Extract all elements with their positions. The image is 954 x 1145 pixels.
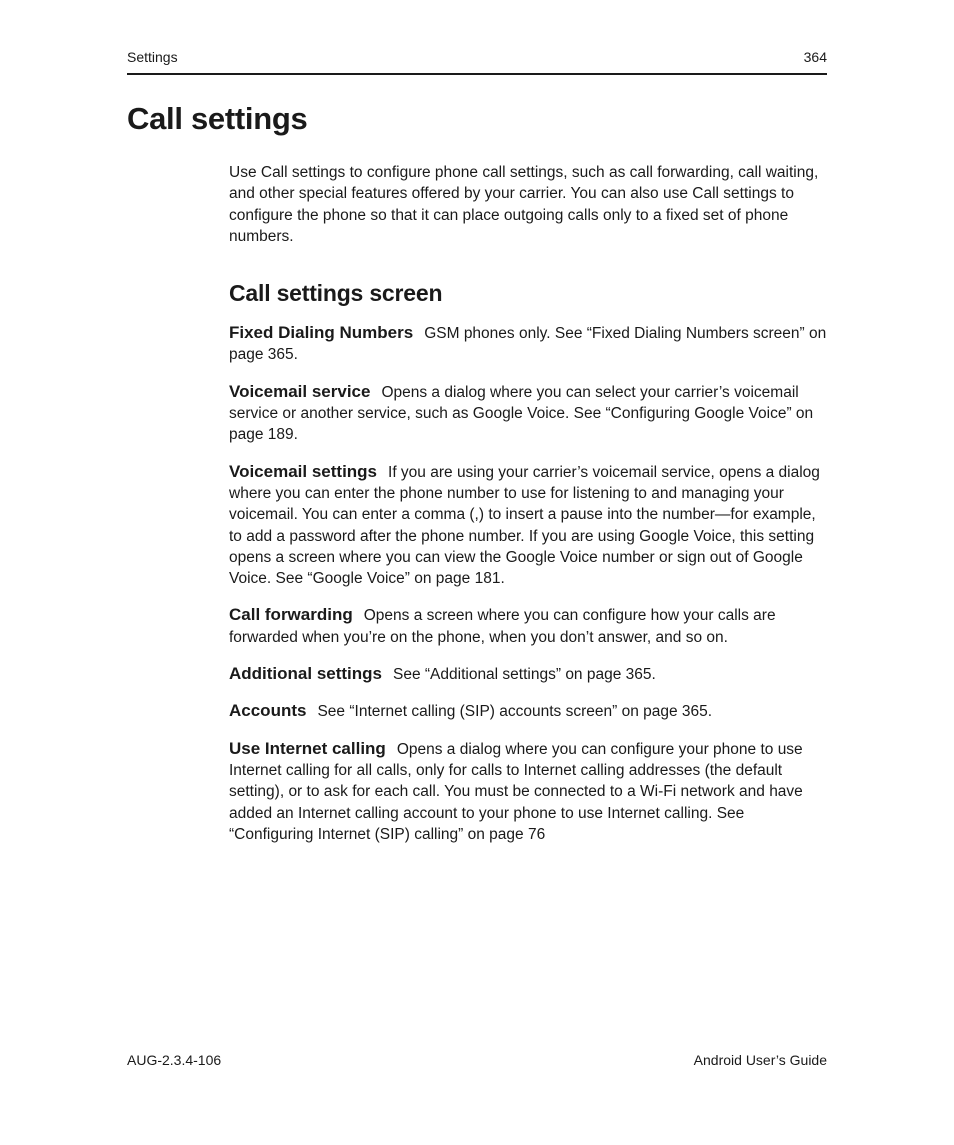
term-call-forwarding: [229, 604, 827, 648]
term-name: Additional settings: [229, 664, 382, 684]
footer-guide-name: Android User’s Guide: [693, 1052, 827, 1068]
term-additional-settings: [229, 663, 827, 685]
term-description: Opens a dialog where you can select your carrier’s voicemail service or another service, such as Google Voice. See “Configuring Google Voice” on page 189.: [229, 383, 814, 444]
intro-paragraph: Use Call settings to configure phone call settings, such as call forwarding, call waiting, and other special features offered by your carrier. You can also use Call settings to configure the phone so that it can place outgoing calls only to a fixed set of phone numbers.: [229, 164, 819, 245]
term-name: Voicemail settings: [229, 461, 378, 481]
footer-doc-id: AUG-2.3.4-106: [127, 1052, 222, 1068]
term-name: Accounts: [229, 701, 307, 721]
term-name: Voicemail service: [229, 381, 371, 401]
term-description: Opens a dialog where you can configure your phone to use Internet calling for all calls, only for calls to Internet calling addresses (the default setting), or to ask for each call. You must be connected to a Wi-Fi network and have added an Internet calling account to your phone to use Internet calling. See “Configuring Internet (SIP) calling” on page 76: [229, 740, 803, 843]
header-page-number: 364: [803, 49, 827, 65]
term-description: GSM phones only. See “Fixed Dialing Numbers screen” on page 365.: [229, 325, 827, 364]
term-fixed-dialing-numbers: [229, 322, 827, 366]
term-description: See “Internet calling (SIP) accounts screen” on page 365.: [317, 703, 713, 721]
main-content: [229, 162, 827, 860]
term-accounts: [229, 700, 827, 722]
term-use-internet-calling: [229, 738, 827, 845]
header-section-name: Settings: [127, 49, 178, 65]
term-name: Call forwarding: [229, 605, 353, 625]
section-subheading: Call settings screen: [229, 280, 443, 307]
term-name: Fixed Dialing Numbers: [229, 323, 414, 343]
term-description: If you are using your carrier’s voicemail service, opens a dialog where you can enter the phone number to use for listening to and managing your voicemail. You can enter a comma (,) to insert a pause into the number—for example, to add a password after the phone number. If you are using Google Voice, this setting opens a screen where you can view the Google Voice number or sign out of Google Voice. See “Google Voice” on page 181.: [229, 463, 820, 588]
term-voicemail-service: [229, 381, 827, 446]
term-name: Use Internet calling: [229, 738, 386, 758]
page-header: [127, 49, 827, 75]
term-description: Opens a screen where you can configure how your calls are forwarded when you’re on the phone, when you don’t answer, and so on.: [229, 607, 776, 646]
term-description: See “Additional settings” on page 365.: [393, 666, 656, 684]
page-title: Call settings: [127, 101, 308, 136]
term-voicemail-settings: [229, 461, 827, 590]
